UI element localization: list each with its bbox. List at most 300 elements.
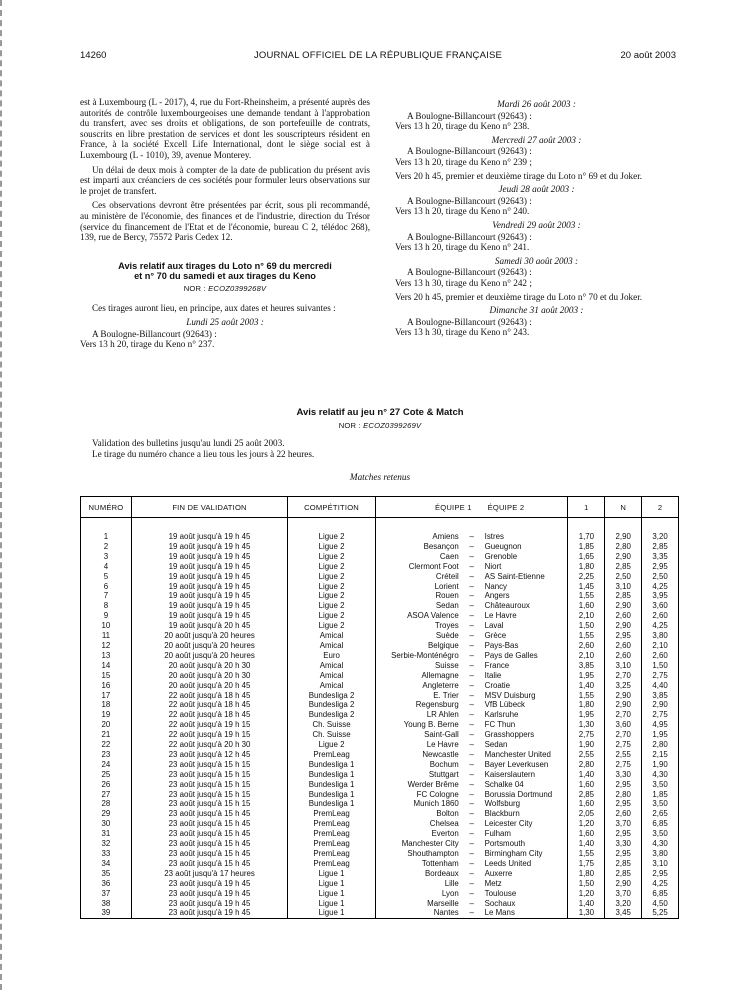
odds-n: 2,70 — [605, 710, 642, 720]
odds-n: 2,90 — [605, 532, 642, 542]
odds-n: 2,60 — [605, 809, 642, 819]
location-line: A Boulogne-Billancourt (92643) : — [92, 328, 217, 339]
validation-deadline: 19 août jusqu'à 19 h 45 — [131, 532, 287, 542]
table-row — [81, 730, 679, 740]
table-row — [81, 790, 679, 800]
team-2: Grenoble — [482, 552, 568, 562]
competition: Bundesliga 1 — [288, 760, 376, 770]
odds-1: 2,80 — [568, 760, 605, 770]
odds-1: 1,50 — [568, 879, 605, 889]
odds-1: 1,70 — [568, 532, 605, 542]
odds-1: 1,80 — [568, 869, 605, 879]
odds-n: 2,85 — [605, 562, 642, 572]
odds-n: 3,10 — [605, 582, 642, 592]
versus-dash: – — [469, 650, 474, 660]
match-number: 26 — [81, 780, 132, 790]
header-equipe-1: ÉQUIPE 1 — [375, 497, 481, 518]
odds-2: 4,25 — [642, 621, 679, 631]
team-1: Nantes — [375, 908, 461, 918]
competition: Bundesliga 2 — [288, 700, 376, 710]
team-2: Sochaux — [482, 899, 568, 909]
nor-reference — [80, 421, 680, 430]
odds-2: 1,90 — [642, 760, 679, 770]
validation-deadline: 23 août jusqu'à 15 h 45 — [131, 849, 287, 859]
versus-dash: – — [469, 789, 474, 799]
team-1: Bochum — [375, 760, 461, 770]
match-number: 29 — [81, 809, 132, 819]
versus-dash: – — [469, 769, 474, 779]
validation-deadline: 23 août jusqu'à 19 h 45 — [131, 889, 287, 899]
competition: Ligue 2 — [288, 562, 376, 572]
validation-deadline: 23 août jusqu'à 15 h 15 — [131, 770, 287, 780]
versus-dash: – — [469, 839, 474, 849]
odds-2: 2,65 — [642, 809, 679, 819]
page-number: 14260 — [80, 50, 107, 61]
team-2: Portsmouth — [482, 839, 568, 849]
validation-deadline: 19 août jusqu'à 19 h 45 — [131, 591, 287, 601]
header-equipe-2: ÉQUIPE 2 — [482, 497, 568, 518]
match-number: 38 — [81, 899, 132, 909]
competition: PremLeag — [288, 819, 376, 829]
odds-2: 4,25 — [642, 582, 679, 592]
competition: PremLeag — [288, 750, 376, 760]
team-2: Bayer Leverkusen — [482, 760, 568, 770]
team-2: Borussia Dortmund — [482, 790, 568, 800]
versus-dash: – — [469, 680, 474, 690]
odds-2: 4,40 — [642, 681, 679, 691]
validation-deadline: 23 août jusqu'à 19 h 45 — [131, 899, 287, 909]
team-2: Pays-Bas — [482, 641, 568, 651]
team-1: Troyes — [375, 621, 461, 631]
team-2: Auxerre — [482, 869, 568, 879]
right-column — [395, 97, 678, 341]
competition: Amical — [288, 681, 376, 691]
versus-dash: – — [469, 551, 474, 561]
odds-n: 2,85 — [605, 869, 642, 879]
odds-2: 4,25 — [642, 879, 679, 889]
location-line: A Boulogne-Billancourt (92643) : — [407, 110, 532, 121]
header-odds-1: 1 — [568, 497, 605, 518]
match-number: 6 — [81, 582, 132, 592]
nor-code: ECOZ0399269V — [363, 420, 422, 430]
team-1: Lorient — [375, 582, 461, 592]
odds-n: 3,30 — [605, 839, 642, 849]
team-1: Le Havre — [375, 740, 461, 750]
versus-dash: – — [462, 908, 482, 918]
versus-dash: – — [469, 849, 474, 858]
odds-2: 3,80 — [642, 849, 679, 859]
validation-deadline: 23 août jusqu'à 15 h 45 — [131, 819, 287, 829]
team-2: Blackburn — [482, 809, 568, 819]
table-row — [81, 552, 679, 562]
match-number: 24 — [81, 760, 132, 770]
team-1: Rouen — [375, 591, 461, 601]
odds-1: 1,55 — [568, 691, 605, 701]
odds-1: 1,90 — [568, 740, 605, 750]
paragraph: Ces observations devront être présentées par écrit, sous pli recommandé, au ministère de l'économie, des finances et de l'industrie, direction du Trésor (service du financement de l'Etat et de l'économie, bureau C 2, télédoc 268), 139, rue de Bercy, 75572 Paris Cedex 12. — [80, 200, 370, 243]
competition: Ligue 2 — [288, 542, 376, 552]
competition: Ligue 2 — [288, 740, 376, 750]
odds-1: 2,75 — [568, 730, 605, 740]
odds-2: 3,80 — [642, 631, 679, 641]
competition: Ligue 1 — [288, 879, 376, 889]
day-heading: Mardi 26 août 2003 : — [497, 99, 576, 109]
table-row — [81, 819, 679, 829]
match-number: 18 — [81, 700, 132, 710]
versus-dash: – — [469, 700, 474, 710]
competition: Ligue 2 — [288, 572, 376, 582]
team-2: Leeds United — [482, 859, 568, 869]
nor-reference — [80, 284, 370, 295]
odds-n: 2,60 — [605, 651, 642, 661]
odds-1: 1,60 — [568, 601, 605, 611]
odds-n: 2,55 — [605, 750, 642, 760]
odds-2: 2,60 — [642, 611, 679, 621]
draw-line: Vers 13 h 20, tirage du Keno n° 240. — [395, 206, 530, 217]
odds-1: 2,25 — [568, 572, 605, 582]
table-row — [81, 799, 679, 809]
intro-paragraph: Ces tirages auront lieu, en principe, aux dates et heures suivantes : — [92, 302, 336, 313]
competition: Ligue 2 — [288, 621, 376, 631]
odds-n: 2,95 — [605, 780, 642, 790]
avis-title-line: Avis relatif aux tirages du Loto n° 69 du mercredi — [118, 260, 332, 271]
odds-1: 2,60 — [568, 641, 605, 651]
team-1: Young B. Berne — [375, 720, 461, 730]
table-caption: Matches retenus — [349, 471, 411, 482]
team-2: Grasshoppers — [482, 730, 568, 740]
table-row — [81, 720, 679, 730]
odds-n: 2,80 — [605, 542, 642, 552]
match-number: 10 — [81, 621, 132, 631]
match-number: 5 — [81, 572, 132, 582]
competition: Ch. Suisse — [288, 720, 376, 730]
odds-2: 2,80 — [642, 740, 679, 750]
competition: Ligue 2 — [288, 552, 376, 562]
table-row — [81, 710, 679, 720]
competition: Ligue 2 — [288, 582, 376, 592]
versus-dash: – — [469, 829, 474, 839]
validation-deadline: 22 août jusqu'à 18 h 45 — [131, 710, 287, 720]
versus-dash: – — [469, 749, 474, 759]
competition: Bundesliga 1 — [288, 780, 376, 790]
competition: Ligue 1 — [288, 869, 376, 879]
odds-n: 2,90 — [605, 552, 642, 562]
competition: Ligue 2 — [288, 532, 376, 542]
table-row — [81, 839, 679, 849]
validation-deadline: 23 août jusqu'à 12 h 45 — [131, 750, 287, 760]
odds-2: 3,50 — [642, 780, 679, 790]
day-heading: Lundi 25 août 2003 : — [186, 317, 264, 328]
odds-1: 1,75 — [568, 859, 605, 869]
day-heading: Dimanche 31 août 2003 : — [489, 305, 584, 316]
versus-dash: – — [469, 878, 474, 888]
odds-1: 1,85 — [568, 542, 605, 552]
competition: Ligue 2 — [288, 591, 376, 601]
match-number: 12 — [81, 641, 132, 651]
odds-2: 3,95 — [642, 591, 679, 601]
odds-2: 4,30 — [642, 839, 679, 849]
team-2: France — [482, 661, 568, 671]
table-row — [81, 641, 679, 651]
draw-line: Vers 20 h 45, premier et deuxième tirage du Loto n° 70 et du Joker. — [395, 291, 643, 302]
match-number: 30 — [81, 819, 132, 829]
versus-dash: – — [469, 571, 474, 581]
competition: Euro — [288, 651, 376, 661]
odds-1: 1,80 — [568, 700, 605, 710]
table-row — [81, 889, 679, 899]
versus-dash: – — [469, 799, 474, 809]
odds-1: 1,55 — [568, 591, 605, 601]
odds-n: 2,95 — [605, 849, 642, 859]
odds-1: 1,95 — [568, 710, 605, 720]
table-row — [81, 542, 679, 552]
validation-deadline: 19 août jusqu'à 19 h 45 — [131, 562, 287, 572]
table-row — [81, 849, 679, 859]
team-1: Lyon — [375, 889, 461, 899]
odds-1: 1,55 — [568, 849, 605, 859]
competition: Ligue 1 — [288, 889, 376, 899]
match-number: 36 — [81, 879, 132, 889]
versus-dash: – — [469, 809, 474, 819]
header-numero: NUMÉRO — [81, 497, 132, 518]
versus-dash: – — [469, 858, 474, 868]
team-2: Manchester United — [482, 750, 568, 760]
validation-deadline: 22 août jusqu'à 19 h 15 — [131, 730, 287, 740]
odds-n: 2,90 — [605, 621, 642, 631]
odds-2: 3,20 — [642, 532, 679, 542]
odds-1: 1,60 — [568, 829, 605, 839]
team-1: Newcastle — [375, 750, 461, 760]
team-2: Châteauroux — [482, 601, 568, 611]
odds-1: 1,65 — [568, 552, 605, 562]
table-row — [81, 651, 679, 661]
odds-n: 3,30 — [605, 770, 642, 780]
match-number: 34 — [81, 859, 132, 869]
versus-dash: – — [469, 898, 474, 908]
nor-label: NOR : — [338, 420, 361, 430]
competition: PremLeag — [288, 849, 376, 859]
match-number: 32 — [81, 839, 132, 849]
odds-n: 2,75 — [605, 760, 642, 770]
validation-deadline: 22 août jusqu'à 18 h 45 — [131, 700, 287, 710]
team-2: Nancy — [482, 582, 568, 592]
issue-date: 20 août 2003 — [620, 50, 676, 61]
odds-n: 2,95 — [605, 829, 642, 839]
odds-2: 2,85 — [642, 542, 679, 552]
match-number: 31 — [81, 829, 132, 839]
match-number: 8 — [81, 601, 132, 611]
table-row — [81, 879, 679, 889]
odds-n: 2,90 — [605, 691, 642, 701]
odds-2: 4,30 — [642, 770, 679, 780]
match-number: 3 — [81, 552, 132, 562]
location-line: A Boulogne-Billancourt (92643) : — [407, 146, 532, 157]
odds-2: 3,35 — [642, 552, 679, 562]
team-2: Wolfsburg — [482, 799, 568, 809]
team-1: Saint-Gall — [375, 730, 461, 740]
odds-n: 2,70 — [605, 730, 642, 740]
match-number: 17 — [81, 691, 132, 701]
odds-n: 2,90 — [605, 700, 642, 710]
match-number: 28 — [81, 799, 132, 809]
day-heading: Vendredi 29 août 2003 : — [492, 219, 581, 230]
team-2: Fulham — [482, 829, 568, 839]
validation-deadline: 19 août jusqu'à 20 h 45 — [131, 621, 287, 631]
odds-2: 1,95 — [642, 730, 679, 740]
versus-dash: – — [469, 710, 474, 720]
match-number: 7 — [81, 591, 132, 601]
table-row — [81, 591, 679, 601]
validation-deadline: 23 août jusqu'à 15 h 45 — [131, 809, 287, 819]
validation-deadline: 20 août jusqu'à 20 heures — [131, 641, 287, 651]
team-1: Sedan — [375, 601, 461, 611]
versus-dash: – — [469, 888, 474, 898]
odds-n: 2,85 — [605, 859, 642, 869]
team-1: Serbie-Monténégro — [375, 651, 461, 661]
odds-1: 1,20 — [568, 889, 605, 899]
odds-n: 2,60 — [605, 611, 642, 621]
odds-n: 3,20 — [605, 899, 642, 909]
match-number: 14 — [81, 661, 132, 671]
competition: PremLeag — [288, 809, 376, 819]
team-1: Amiens — [375, 532, 461, 542]
versus-dash: – — [469, 621, 474, 631]
header-odds-n: N — [605, 497, 642, 518]
table-header-row — [81, 497, 679, 518]
versus-dash: – — [469, 611, 474, 621]
page-edge-mark — [0, 0, 6, 990]
validation-deadline: 19 août jusqu'à 19 h 45 — [131, 601, 287, 611]
table-row — [81, 631, 679, 641]
table-row — [81, 671, 679, 681]
validation-deadline: 19 août jusqu'à 19 h 45 — [131, 572, 287, 582]
competition: PremLeag — [288, 839, 376, 849]
team-2: Birmingham City — [482, 849, 568, 859]
odds-1: 1,40 — [568, 899, 605, 909]
team-1: Stuttgart — [375, 770, 461, 780]
validation-deadline: 23 août jusqu'à 15 h 45 — [131, 839, 287, 849]
validation-deadline: 23 août jusqu'à 15 h 15 — [131, 780, 287, 790]
team-1: FC Cologne — [375, 790, 461, 800]
team-2: Croatie — [482, 681, 568, 691]
odds-1: 1,80 — [568, 562, 605, 572]
competition: Ligue 2 — [288, 601, 376, 611]
validation-deadline: 19 août jusqu'à 19 h 45 — [131, 582, 287, 592]
team-1: Bolton — [375, 809, 461, 819]
match-number: 11 — [81, 631, 132, 641]
validation-deadline: 23 août jusqu'à 19 h 45 — [131, 879, 287, 889]
validation-deadline: 23 août jusqu'à 19 h 45 — [131, 908, 287, 918]
competition: PremLeag — [288, 829, 376, 839]
competition: Ligue 1 — [288, 908, 376, 918]
odds-n: 2,90 — [605, 601, 642, 611]
odds-1: 1,50 — [568, 621, 605, 631]
odds-n: 2,95 — [605, 799, 642, 809]
team-1: Shouthampton — [375, 849, 461, 859]
team-2: Metz — [482, 879, 568, 889]
table-row — [81, 740, 679, 750]
team-2: Grèce — [482, 631, 568, 641]
odds-2: 2,50 — [642, 572, 679, 582]
team-1: Belgique — [375, 641, 461, 651]
team-2: Schalke 04 — [482, 780, 568, 790]
odds-n: 3,70 — [605, 889, 642, 899]
team-1: Tottenham — [375, 859, 461, 869]
versus-dash: – — [469, 690, 474, 700]
competition: Ch. Suisse — [288, 730, 376, 740]
draw-line: Vers 20 h 45, premier et deuxième tirage du Loto n° 69 et du Joker. — [395, 170, 643, 181]
odds-1: 1,95 — [568, 671, 605, 681]
header-competition: COMPÉTITION — [288, 497, 376, 518]
versus-dash: – — [469, 561, 474, 571]
draw-line: Vers 13 h 20, tirage du Keno n° 239 ; — [395, 156, 532, 167]
match-number: 23 — [81, 750, 132, 760]
odds-n: 2,70 — [605, 671, 642, 681]
team-1: Clermont Foot — [375, 562, 461, 572]
team-1: Suède — [375, 631, 461, 641]
odds-1: 1,45 — [568, 582, 605, 592]
team-1: Caen — [375, 552, 461, 562]
paragraph: est à Luxembourg (L - 2017), 4, rue du Fort-Rheinsheim, a présenté auprès des autorités de contrôle luxembourgeoises une demande tendant à l'approbation du transfert, avec ses droits et obligations, de son portefeuille de contrats, souscrits en libre prestation de services et dont les souscripteurs résident en France, à la société Excell Life International, dont le siège social est à Luxembourg (L - 1010), 39, avenue Monterey. — [80, 97, 370, 160]
odds-n: 2,60 — [605, 641, 642, 651]
match-number: 21 — [81, 730, 132, 740]
team-1: Créteil — [375, 572, 461, 582]
odds-1: 1,40 — [568, 839, 605, 849]
location-line: A Boulogne-Billancourt (92643) : — [407, 316, 532, 327]
validation-deadline: 20 août jusqu'à 20 heures — [131, 651, 287, 661]
page-header — [80, 50, 676, 64]
location-line: A Boulogne-Billancourt (92643) : — [407, 231, 532, 242]
match-number: 1 — [81, 532, 132, 542]
versus-dash: – — [469, 868, 474, 878]
versus-dash: – — [469, 660, 474, 670]
table-row — [81, 770, 679, 780]
versus-dash: – — [469, 591, 474, 601]
versus-dash: – — [469, 720, 474, 730]
table-row — [81, 562, 679, 572]
odds-2: 2,75 — [642, 671, 679, 681]
team-1: Marseille — [375, 899, 461, 909]
odds-2: 2,60 — [642, 651, 679, 661]
day-heading: Mercredi 27 août 2003 : — [491, 134, 582, 145]
table-row — [81, 899, 679, 909]
day-heading: Jeudi 28 août 2003 : — [498, 184, 575, 195]
odds-2: 4,50 — [642, 899, 679, 909]
table-row — [81, 532, 679, 542]
team-2: Karlsruhe — [482, 710, 568, 720]
table-spacer-row — [81, 518, 679, 533]
competition: Bundesliga 1 — [288, 770, 376, 780]
table-row — [81, 869, 679, 879]
versus-dash: – — [469, 541, 474, 551]
competition: Bundesliga 2 — [288, 691, 376, 701]
validation-deadline: 22 août jusqu'à 18 h 45 — [131, 691, 287, 701]
table-row — [81, 760, 679, 770]
team-2: Gueugnon — [482, 542, 568, 552]
team-2: AS Saint-Etienne — [482, 572, 568, 582]
validation-deadline: 23 août jusqu'à 15 h 15 — [131, 799, 287, 809]
odds-1: 2,10 — [568, 611, 605, 621]
table-row — [81, 572, 679, 582]
location-line: A Boulogne-Billancourt (92643) : — [407, 195, 532, 206]
odds-1: 1,40 — [568, 681, 605, 691]
competition: Bundesliga 2 — [288, 710, 376, 720]
odds-1: 2,85 — [568, 790, 605, 800]
competition: Ligue 1 — [288, 899, 376, 909]
odds-1: 1,30 — [568, 908, 605, 918]
odds-2: 4,95 — [642, 720, 679, 730]
team-1: E. Trier — [375, 691, 461, 701]
